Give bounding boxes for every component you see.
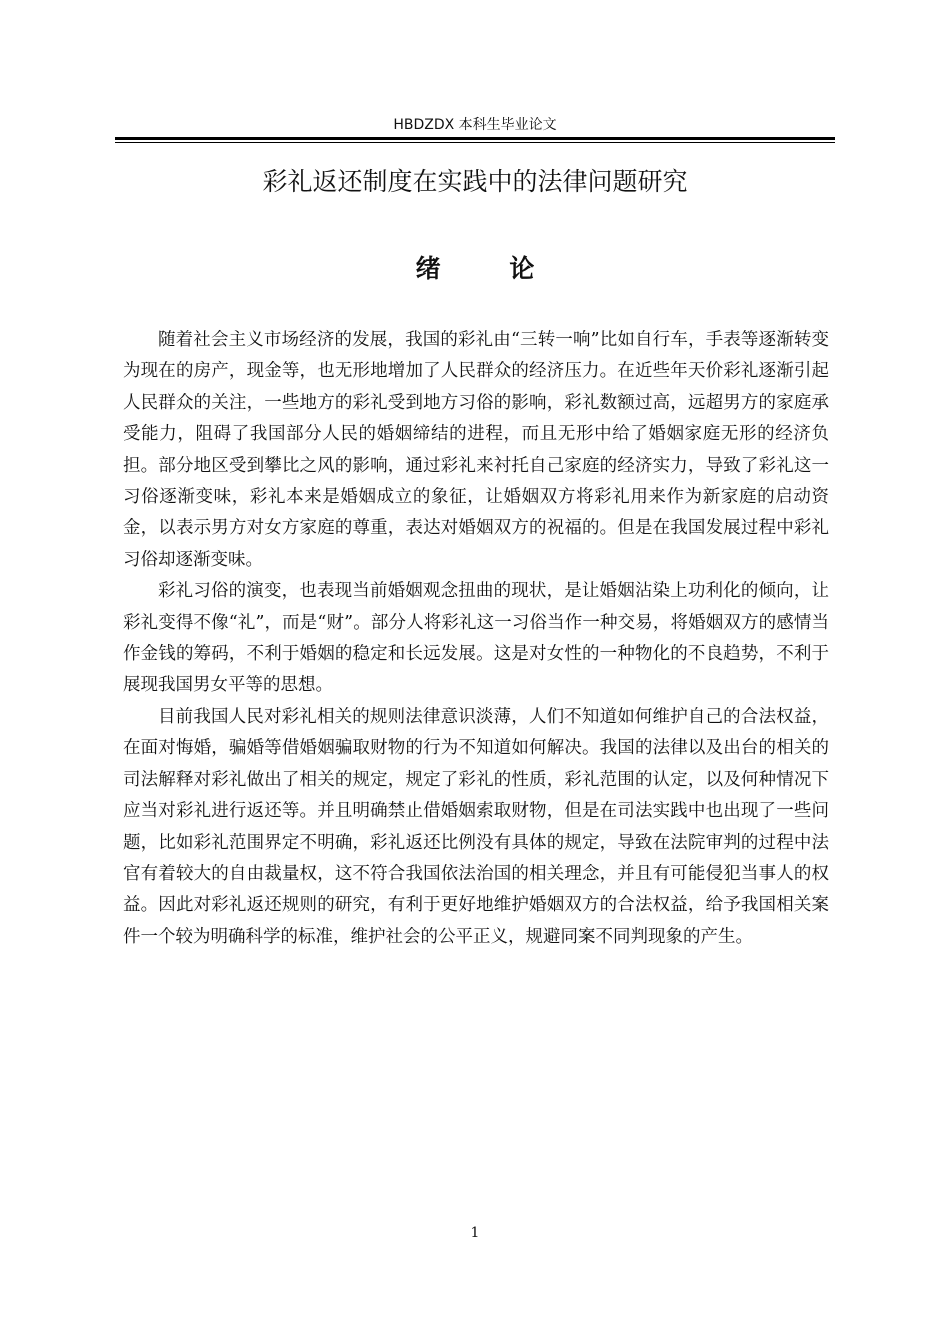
paragraph-2: 彩礼习俗的演变，也表现当前婚姻观念扭曲的现状，是让婚姻沾染上功利化的倾向，让彩礼变得不像“礼”，而是“财”。部分人将彩礼这一习俗当作一种交易，将婚姻双方的感情当作金钱的筹码，不利于婚姻的稳定和长远发展。这是对女性的一种物化的不良趋势，不利于展现我国男女平等的思想。	[123, 581, 829, 696]
body-text	[123, 325, 829, 953]
page-number: 1	[470, 1225, 480, 1241]
header-rule	[115, 137, 835, 140]
paper-title: 彩礼返还制度在实践中的法律问题研究	[262, 167, 688, 196]
header-rule-thin	[115, 142, 835, 143]
section-heading: 绪 论	[415, 254, 565, 283]
paragraph-1: 随着社会主义市场经济的发展，我国的彩礼由“三转一响”比如自行车，手表等逐渐转变为现在的房产，现金等，也无形地增加了人民群众的经济压力。在近些年天价彩礼逐渐引起人民群众的关注，一些地方的彩礼受到地方习俗的影响，彩礼数额过高，远超男方的家庭承受能力，阻碍了我国部分人民的婚姻缔结的进程，而且无形中给了婚姻家庭无形的经济负担。部分地区受到攀比之风的影响，通过彩礼来衬托自己家庭的经济实力，导致了彩礼这一习俗逐渐变味，彩礼本来是婚姻成立的象征，让婚姻双方将彩礼用来作为新家庭的启动资金，以表示男方对女方家庭的尊重，表达对婚姻双方的祝福的。但是在我国发展过程中彩礼习俗却逐渐变味。	[123, 330, 829, 570]
paragraph-3: 目前我国人民对彩礼相关的规则法律意识淡薄，人们不知道如何维护自己的合法权益，在面对悔婚，骗婚等借婚姻骗取财物的行为不知道如何解决。我国的法律以及出台的相关的司法解释对彩礼做出了相关的规定，规定了彩礼的性质，彩礼范围的认定，以及何种情况下应当对彩礼进行返还等。并且明确禁止借婚姻索取财物，但是在司法实践中也出现了一些问题，比如彩礼范围界定不明确，彩礼返还比例没有具体的规定，导致在法院审判的过程中法官有着较大的自由裁量权，这不符合我国依法治国的相关理念，并且有可能侵犯当事人的权益。因此对彩礼返还规则的研究，有利于更好地维护婚姻双方的合法权益，给予我国相关案件一个较为明确科学的标准，维护社会的公平正义，规避同案不同判现象的产生。	[123, 706, 829, 947]
running-header: HBDZDX 本科生毕业论文	[393, 117, 557, 133]
